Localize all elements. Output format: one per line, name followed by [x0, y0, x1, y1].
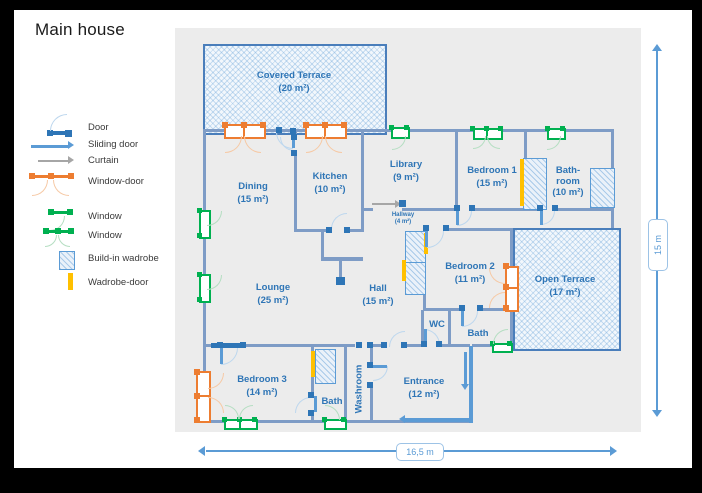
wardrobe-door [520, 159, 524, 206]
door-jamb [344, 227, 350, 233]
wall [203, 344, 211, 347]
door-leaf [314, 396, 317, 412]
sliding-door-icon [31, 145, 69, 148]
sliding-door-arrow [399, 415, 405, 423]
window-door-end [194, 417, 200, 423]
curtain [372, 203, 397, 205]
door-jamb [217, 342, 223, 348]
legend-label-window: Window [88, 211, 122, 222]
room-label-line: Entrance [403, 376, 445, 387]
window-door-end [241, 122, 247, 128]
room-label-line: room [556, 176, 580, 187]
door-leaf [373, 365, 387, 368]
wall-cap [336, 277, 345, 285]
room-label-line: Hallway [391, 212, 415, 218]
door-jamb [401, 342, 407, 348]
sliding-door [464, 352, 467, 386]
room-label-line: (11 m²) [454, 274, 486, 285]
door-jamb [367, 362, 373, 368]
door-jamb [477, 305, 483, 311]
room-label-line: (15 m²) [476, 178, 508, 189]
door-jamb [291, 150, 297, 156]
window-door-icon-end [48, 173, 54, 179]
room-label-line: Lounge [255, 282, 291, 293]
room-label-washroom [353, 365, 366, 414]
window-end [545, 126, 550, 131]
room-label-open-terrace [535, 273, 596, 299]
window-door-end [194, 369, 200, 375]
room-label-bedroom-3 [237, 373, 287, 399]
built-in-wardrobe [315, 349, 336, 384]
room-label-line: Bath [321, 396, 343, 407]
room-label-library [390, 158, 422, 184]
wall [243, 344, 355, 347]
window-door-icon-end [68, 173, 74, 179]
room-label-line: (25 m²) [257, 295, 289, 306]
room-label-bath-right [467, 327, 488, 340]
window-end [341, 417, 346, 422]
wall [447, 228, 513, 231]
room-label-line: (14 m²) [246, 387, 278, 398]
dimension-arrow [198, 446, 205, 456]
room-label-line: (4 m²) [394, 219, 412, 225]
wall [321, 232, 324, 259]
window-door-end [222, 122, 228, 128]
wardrobe-door [402, 260, 406, 281]
room-label-hallway [392, 212, 414, 226]
wall [361, 131, 364, 231]
wall [370, 385, 373, 423]
room-label-bath-room [552, 165, 583, 198]
window-double-icon-end [68, 228, 74, 234]
room-label-line: Library [389, 159, 423, 170]
dimension-arrow [652, 410, 662, 417]
room-label-line: Bath [467, 328, 489, 339]
door-jamb [356, 342, 362, 348]
room-label-line: Open Terrace [534, 274, 596, 285]
door-jamb [537, 205, 543, 211]
page-title: Main house [35, 20, 125, 39]
legend-label-door: Door [88, 122, 109, 133]
room-label-entrance [404, 375, 445, 401]
wall [472, 344, 492, 347]
door-jamb [469, 205, 475, 211]
window-double-icon-end [55, 228, 61, 234]
room-label-line: Bath- [555, 165, 581, 176]
legend-label-curtain: Curtain [88, 155, 119, 166]
door-jamb [308, 410, 314, 416]
door-jamb [423, 225, 429, 231]
window-end [197, 233, 202, 238]
door-icon-end [65, 130, 72, 137]
door-jamb [367, 342, 373, 348]
window-end [560, 126, 565, 131]
door-jamb [276, 127, 282, 133]
wall [440, 344, 470, 347]
room-label-line: Kitchen [312, 171, 348, 182]
wall [294, 229, 330, 232]
room-label-line: Hall [369, 283, 387, 294]
window-door-end [260, 122, 266, 128]
legend-label-wardrobe: Build-in wadrobe [88, 253, 159, 264]
room-label-kitchen [313, 170, 348, 196]
wall [423, 308, 462, 311]
wall [402, 208, 458, 211]
door-jamb [454, 205, 460, 211]
door-jamb [326, 227, 332, 233]
wardrobe-door-icon [68, 273, 73, 290]
legend-label-window-door: Window-door [88, 176, 144, 187]
window-door-icon-end [29, 173, 35, 179]
door-leaf [220, 347, 223, 364]
room-label-line: Bedroom 1 [467, 165, 517, 176]
curtain-icon-arrow [68, 156, 74, 164]
room-label-line: (15 m²) [362, 296, 394, 307]
window-end [197, 272, 202, 277]
sliding-door-icon-arrow [68, 141, 74, 149]
window-double-icon-end [43, 228, 49, 234]
door-jamb [367, 382, 373, 388]
curtain-icon [38, 160, 69, 162]
width-dimension-label: 16,5 m [396, 443, 444, 461]
room-label-covered-terrace [257, 69, 331, 95]
legend-label-window-2: Window [88, 230, 122, 241]
window-end [389, 125, 394, 130]
window-door-end [341, 122, 347, 128]
room-label-line: Dining [238, 181, 268, 192]
legend-label-sliding: Sliding door [88, 139, 139, 150]
built-in-wardrobe-icon [59, 251, 75, 270]
wall [361, 208, 373, 211]
height-dimension-label: 15 m [648, 219, 668, 271]
window-end [197, 297, 202, 302]
built-in-wardrobe [405, 262, 426, 295]
wall [321, 257, 363, 261]
window-end [404, 125, 409, 130]
window-door-end [303, 122, 309, 128]
legend-label-wardrobe-door: Wadrobe-door [88, 277, 149, 288]
room-label-lounge [256, 281, 290, 307]
room-label-line: Bedroom 2 [445, 261, 495, 272]
room-label-line: (9 m²) [393, 172, 419, 183]
dimension-arrow [610, 446, 617, 456]
window-door-end [503, 284, 509, 290]
room-label-bath-lower [321, 395, 342, 408]
room-label-hall [362, 282, 393, 308]
room-label-line: Washroom [353, 364, 365, 414]
door-leaf [425, 230, 428, 247]
bathtub [590, 168, 615, 208]
room-label-line: WC [429, 319, 445, 330]
room-label-bedroom-1 [467, 164, 517, 190]
built-in-wardrobe [523, 158, 547, 210]
wall [448, 310, 451, 346]
wall [554, 208, 614, 211]
door-leaf [461, 310, 464, 326]
window-door-end [322, 122, 328, 128]
wardrobe-door [311, 351, 315, 377]
door-jamb [443, 225, 449, 231]
room-label-line: (15 m²) [237, 194, 269, 205]
door-jamb [436, 341, 442, 347]
wall [339, 261, 342, 278]
room-label-line: (10 m²) [314, 184, 346, 195]
sliding-door [405, 418, 469, 422]
dimension-arrow [652, 44, 662, 51]
door-jamb [552, 205, 558, 211]
curtain-end [399, 200, 406, 207]
window-end [484, 126, 489, 131]
window-end [470, 126, 475, 131]
room-label-line: Bedroom 3 [237, 374, 287, 385]
door-jamb [459, 305, 465, 311]
entrance-right-wall [469, 346, 473, 423]
door-jamb [308, 392, 314, 398]
door-jamb [240, 342, 246, 348]
wall [294, 153, 297, 231]
window-door-end [194, 393, 200, 399]
door-jamb [421, 341, 427, 347]
room-label-line: Covered Terrace [256, 70, 332, 81]
room-label-line: (17 m²) [549, 287, 581, 298]
room-label-line: (20 m²) [278, 83, 310, 94]
room-label-bedroom-2 [445, 260, 495, 286]
built-in-wardrobe [405, 231, 426, 264]
room-label-wc [429, 318, 445, 331]
room-label-line: (10 m²) [552, 187, 584, 198]
door-jamb [381, 342, 387, 348]
room-label-dining [237, 180, 268, 206]
window-end [197, 208, 202, 213]
wall [455, 131, 458, 210]
window-icon-end [67, 209, 73, 215]
window-end [498, 126, 503, 131]
wall [344, 346, 347, 423]
sliding-door-arrow [461, 384, 469, 390]
wall [524, 131, 527, 158]
door-jamb [291, 134, 297, 140]
room-label-line: (12 m²) [408, 389, 440, 400]
window-icon-end [48, 209, 54, 215]
